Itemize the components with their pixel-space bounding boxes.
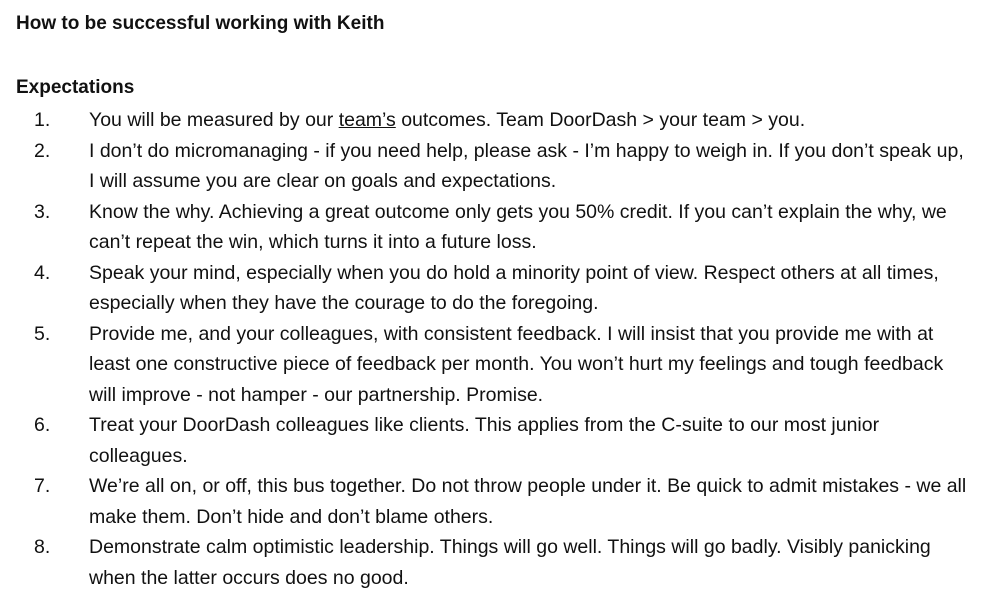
list-item (0, 197, 994, 258)
underlined-word: team’s (338, 109, 396, 131)
list-item (0, 258, 994, 319)
list-item-number: 3. (34, 200, 51, 223)
list-item (0, 410, 994, 471)
list-item-number: 4. (34, 261, 51, 284)
list-item-text: We’re all on, or off, this bus together. Do not throw people under it. Be quick to admit mistakes - we all make them. Don’t hide and don’t blame others. (89, 475, 967, 528)
list-item-text: Provide me, and your colleagues, with consistent feedback. I will insist that you provide me with at least one constructive piece of feedback per month. You won’t hurt my feelings and tough feedback will improve - not hamper - our partnership. Promise. (89, 322, 944, 406)
list-item (0, 319, 994, 411)
list-item-number: 5. (34, 322, 51, 345)
list-item (0, 136, 994, 197)
list-item (0, 471, 994, 532)
list-item-number: 7. (34, 475, 51, 497)
list-item-text: Speak your mind, especially when you do hold a minority point of view. Respect others at all times, especially when they have the courage to do the foregoing. (89, 261, 939, 314)
list-item-text: I don’t do micromanaging - if you need help, please ask - I’m happy to weigh in. If you don’t speak up, I will assume you are clear on goals and expectations. (89, 139, 964, 192)
list-item (0, 105, 994, 136)
list-item-text: Demonstrate calm optimistic leadership. Things will go well. Things will go badly. Visibly panicking when the latter occurs does no good. (89, 536, 931, 589)
list-item-number: 6. (34, 414, 51, 436)
list-item-text-before: You will be measured by our (89, 109, 339, 131)
list-item-text (89, 105, 974, 136)
list-item-number: 8. (34, 536, 51, 558)
expectations-list (0, 105, 994, 593)
list-item-number: 1. (34, 109, 51, 131)
section-heading-expectations: Expectations (16, 77, 135, 98)
list-item-number: 2. (34, 139, 51, 162)
list-item (0, 532, 994, 593)
list-item-text-after: outcomes. Team DoorDash > your team > you. (395, 109, 806, 131)
document-title: How to be successful working with Keith (16, 13, 385, 34)
list-item-text: Know the why. Achieving a great outcome only gets you 50% credit. If you can’t explain the why, we can’t repeat the win, which turns it into a future loss. (89, 200, 947, 253)
list-item-text: Treat your DoorDash colleagues like clients. This applies from the C-suite to our most junior colleagues. (89, 414, 880, 467)
